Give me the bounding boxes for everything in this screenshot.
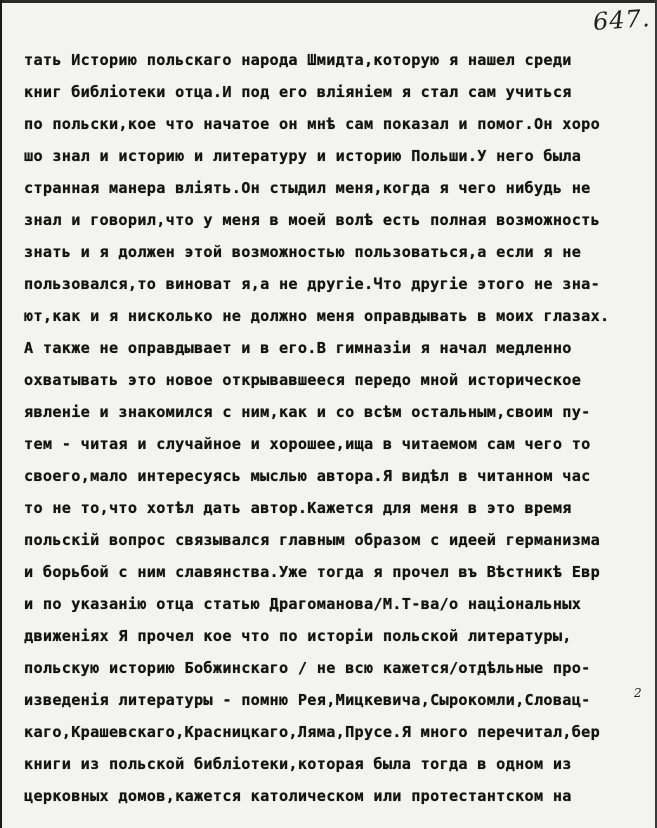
text-line: книги из польской библіотеки,которая была тогда в одном из: [24, 755, 572, 773]
text-line: тем - читая и случайное и хорошее,ища в читаемом сам чего то: [24, 435, 591, 453]
text-line: пользовался,то виноват я,а не другіе.Что другіе этого не зна-: [24, 275, 601, 293]
text-line: шо знал и историю и литературу и историю Польши.У него была: [24, 147, 582, 165]
text-line: ют,как и я нисколько не должно меня оправдывать в моих глазах.: [24, 307, 610, 325]
page-top-edge: [2, 0, 657, 3]
text-line: книг библіотеки отца.И под его вліяніем я стал сам учиться: [24, 83, 572, 101]
handwritten-page-number: 647.: [592, 4, 652, 36]
text-line: изведенія литературы - помню Рея,Мицкевича,Сырокомли,Словац-: [24, 691, 591, 709]
text-line: польскую историю Бобжинскаго / не всю кажется/отдѣльные про-: [24, 659, 591, 677]
text-line: и борьбой с ним славянства.Уже тогда я прочел въ Вѣстникѣ Евр: [24, 563, 601, 581]
text-line: движеніях Я прочел кое что по исторіи польской литературы,: [24, 627, 572, 645]
text-line: знать и я должен этой возможностью пользоваться,а если я не: [24, 243, 582, 261]
text-line: польскій вопрос связывался главным образом с идеей германизма: [24, 531, 601, 549]
text-line: по польски,кое что начатое он мнѣ сам показал и помог.Он хоро: [24, 115, 601, 133]
text-line: и по указанію отца статью Драгоманова/М.Т-ва/о національных: [24, 595, 582, 613]
text-line: знал и говорил,что у меня в моей волѣ есть полная возможность: [24, 211, 601, 229]
text-line: церковных домов,кажется католическом или протестантском на: [24, 787, 572, 805]
text-line: охватывать это новое открывавшееся передо мной историческое: [24, 371, 582, 389]
typewritten-text-body: [24, 44, 657, 812]
text-line: своего,мало интересуясь мыслью автора.Я видѣл в читанном час: [24, 467, 591, 485]
text-line: каго,Крашевскаго,Красницкаго,Ляма,Прусе.Я много перечитал,бер: [24, 723, 601, 741]
text-line: странная манера вліять.Он стыдил меня,когда я чего нибудь не: [24, 179, 591, 197]
text-line: то не то,что хотѣл дать автор.Кажется для меня в это время: [24, 499, 572, 517]
text-line: А также не оправдывает и в его.В гимназіи я начал медленно: [24, 339, 572, 357]
handwritten-margin-note: 2: [634, 686, 642, 700]
text-line: явленіе и знакомился с ним,как и со всѣм остальным,своим пу-: [24, 403, 591, 421]
text-line: тать Историю польскаго народа Шмидта,которую я нашел среди: [24, 51, 572, 69]
